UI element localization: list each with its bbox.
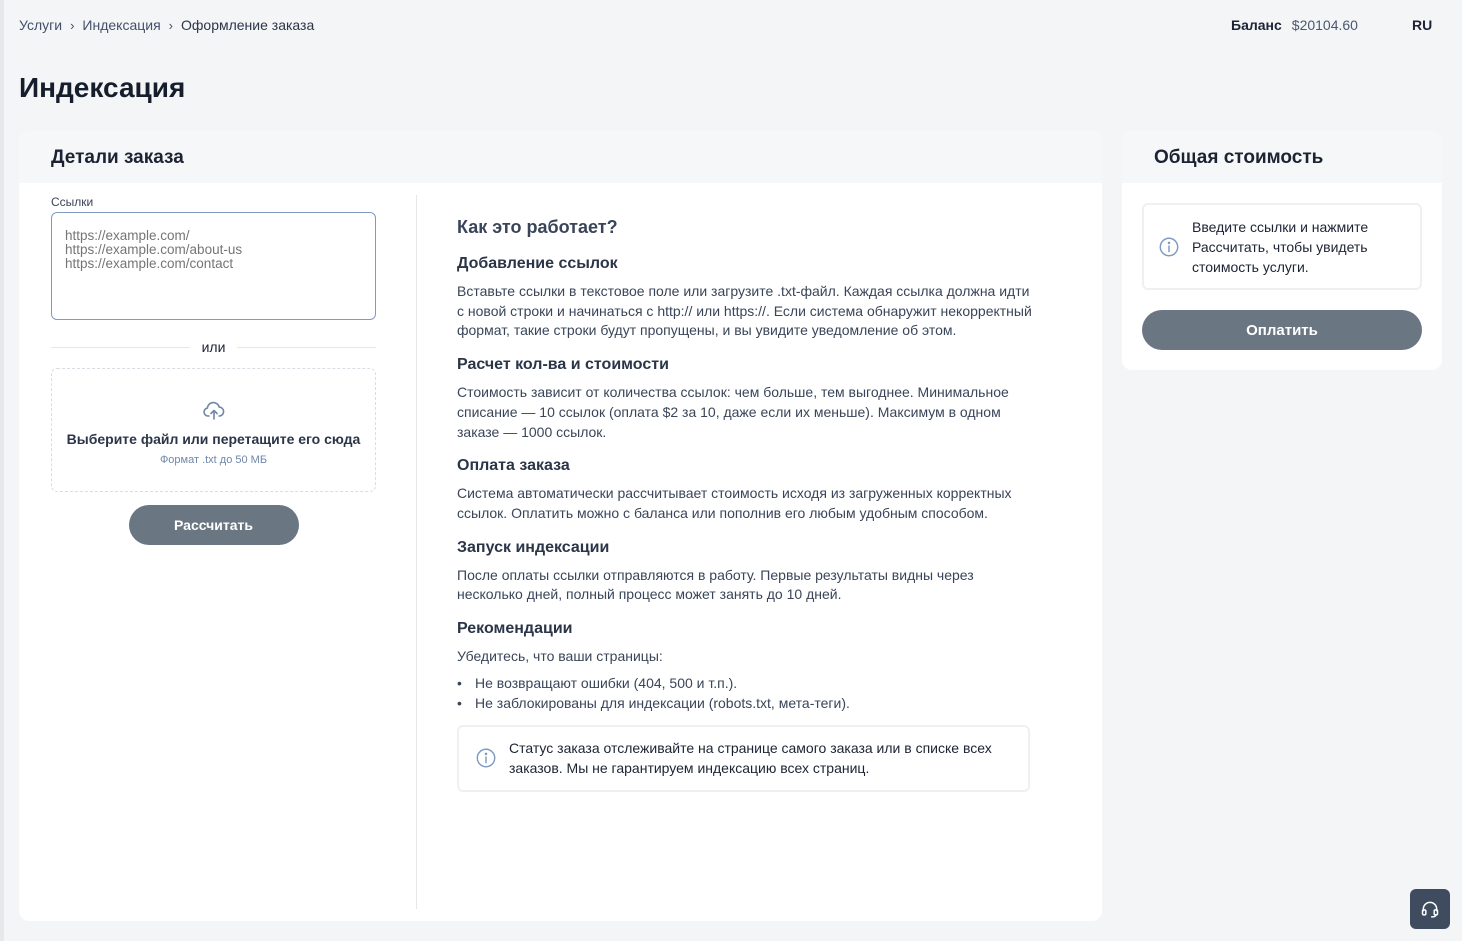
or-text: или <box>201 339 226 355</box>
section-heading-pricing: Расчет кол-ва и стоимости <box>457 356 669 374</box>
balance-label: Баланс <box>1231 17 1282 33</box>
language-switcher[interactable]: RU <box>1412 17 1433 33</box>
breadcrumb-item-indexing[interactable]: Индексация <box>82 17 161 33</box>
info-icon <box>1158 236 1180 258</box>
list-item: • Не возвращают ошибки (404, 500 и т.п.). <box>457 673 1037 693</box>
recommendations-list <box>457 673 1037 713</box>
how-it-works <box>457 217 1037 792</box>
order-form <box>51 195 376 545</box>
section-text-payment: Система автоматически рассчитывает стоимость исходя из загруженных корректных ссылок. Оплатить можно с баланса или пополнив его любым удобным способом. <box>457 485 1012 521</box>
links-input[interactable] <box>51 212 376 320</box>
support-button[interactable] <box>1410 889 1450 929</box>
page-title: Индексация <box>19 72 186 103</box>
section-text-launch: После оплаты ссылки отправляются в работу. Первые результаты видны через несколько дней, полный процесс может занять до 10 дней. <box>457 566 974 603</box>
column-divider <box>416 195 417 909</box>
divider-line <box>237 347 376 348</box>
window-edge <box>0 0 4 941</box>
pay-button[interactable]: Оплатить <box>1142 310 1422 350</box>
cloud-upload-icon <box>202 399 226 423</box>
section-heading-recommendations: Рекомендации <box>457 620 573 638</box>
how-title: Как это работает? <box>457 217 618 237</box>
dropzone-hint: Формат .txt до 50 МБ <box>159 453 268 466</box>
total-cost-note <box>1142 203 1422 290</box>
order-details-title: Детали заказа <box>19 131 1102 183</box>
balance <box>1231 17 1358 33</box>
balance-value: $20104.60 <box>1291 17 1358 33</box>
breadcrumb-item-services[interactable]: Услуги <box>19 17 63 33</box>
headset-icon <box>1420 899 1440 919</box>
dropzone-title: Выберите файл или перетащите его сюда <box>66 430 361 447</box>
order-details-card <box>19 131 1102 921</box>
status-note <box>457 725 1030 792</box>
file-dropzone[interactable] <box>51 368 376 492</box>
or-divider <box>51 339 376 355</box>
calculate-button[interactable]: Рассчитать <box>129 505 299 545</box>
total-cost-note-text: Введите ссылки и нажмите Рассчитать, чтобы увидеть стоимость услуги. <box>1192 218 1369 275</box>
breadcrumb-item-current: Оформление заказа <box>181 17 315 33</box>
links-label: Ссылки <box>51 195 94 209</box>
total-cost-title: Общая стоимость <box>1122 131 1442 183</box>
section-heading-adding: Добавление ссылок <box>457 255 618 272</box>
status-note-text: Статус заказа отслеживайте на странице самого заказа или в списке всех заказов. Мы не гарантируем индексацию всех страниц. <box>509 740 992 777</box>
info-icon <box>475 747 497 769</box>
section-heading-launch: Запуск индексации <box>457 538 610 556</box>
list-item: • Не заблокированы для индексации (robots.txt, мета-теги). <box>457 693 1037 713</box>
section-text-recommendations: Убедитесь, что ваши страницы: <box>457 648 663 665</box>
breadcrumb-separator: › <box>70 17 75 33</box>
section-text-adding: Вставьте ссылки в текстовое поле или загрузите .txt-файл. Каждая ссылка должна идти с новой строки и начинаться с http:// или https://. Если система обнаружит некорректный формат, такие строки будут пропущены, и вы увидите уведомление об этом. <box>457 283 1032 339</box>
breadcrumb-separator: › <box>168 17 173 33</box>
total-cost-card <box>1122 131 1442 370</box>
section-heading-payment: Оплата заказа <box>457 457 570 475</box>
breadcrumb <box>19 17 314 33</box>
divider-line <box>51 347 190 348</box>
section-text-pricing: Стоимость зависит от количества ссылок: чем больше, тем выгоднее. Минимальное списание — 10 ссылок (оплата $2 за 10, даже если их меньше). Максимум в одном заказе — 1000 ссылок. <box>457 384 1009 440</box>
